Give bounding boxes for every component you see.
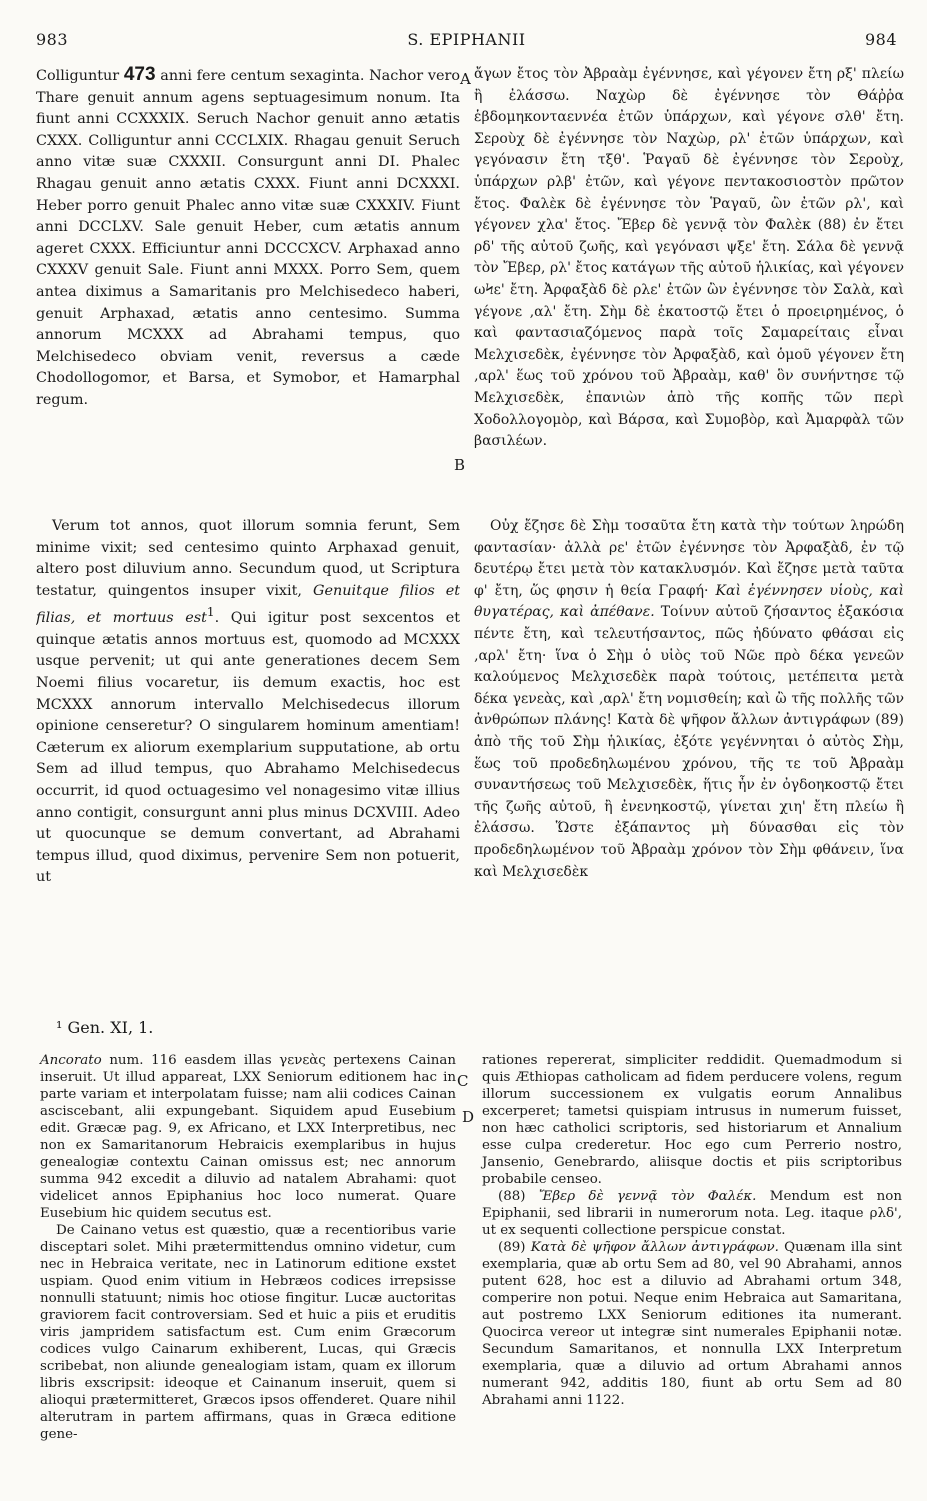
latin-bottom-quote: Genuitque filios et filias, et mortuus est <box>36 582 460 627</box>
note-88-lemma: Ἔβερ δὲ γεννᾷ τὸν Φαλέκ. <box>538 1189 757 1204</box>
note-88-text: Mendum est non Epiphanii, sed librarii in numerorum nota. Leg. itaque ρλδ', ut ex sequenti collectione perspicue constat. <box>482 1189 902 1238</box>
note-89-lemma: Κατὰ δὲ ψῆφον ἄλλων ἀντιγράφων. <box>530 1240 779 1255</box>
note-88-number: (88) <box>498 1189 526 1204</box>
latin-top-pre: Colliguntur <box>36 68 120 84</box>
notes-column-left <box>40 1052 456 1443</box>
section-number: 473 <box>123 64 156 85</box>
latin-bottom-text-before: Verum tot annos, quot illorum somnia ferunt, Sem minime vixit; sed centesimo quinto Arphaxad genuit, altero post diluvium anno. Secundum quod, ut Scriptura testatur, quingentos insuper vixit, <box>36 518 460 599</box>
running-title: S. EPIPHANII <box>407 30 526 49</box>
margin-marker-c: C <box>457 1072 469 1090</box>
margin-marker-b: B <box>454 456 466 474</box>
page-number-right: 984 <box>864 30 897 49</box>
latin-bottom-text-after: . Qui igitur post sexcentos et quinque ætatis annos mortuus est, quomodo ad MCXXX usque pervenit; ut qui ante generationes decem Sem Noemi filius vocaretur, iis demum exactis, hoc est MCXXX annorum intervallo Melchisedecus illorum opinione censeretur? O singularem hominum amentiam! Cæterum ex aliorum exemplarium supputatione, ab ortu Sem ad illud tempus, quo Abrahamo Melchisedecus occurrit, id quod octuagesimo vel nonagesimo vitæ illius anno contigit, consurgunt anni plus minus DCXVIII. Adeo ut quocunque se demum convertant, ad Abrahami tempus illud, quod diximus, pervenire Sem non potuerit, ut <box>36 610 460 886</box>
note-work-title: Ancorato <box>40 1053 102 1068</box>
notes-column-right <box>482 1052 902 1409</box>
page-number-left: 983 <box>36 30 69 49</box>
latin-column-bottom <box>36 516 460 889</box>
latin-column-top <box>36 64 460 412</box>
greek-bottom-text-before: Οὐχ ἔζησε δὲ Σὴμ τοσαῦτα ἔτη κατὰ τὴν τούτων ληρώδη φαντασίαν· ἀλλὰ ρε' ἐτῶν ἐγέννησε τὸν Ἀρφαξὰδ, ἐν τῷ δευτέρῳ ἔτει μετὰ τὸν κατακλυσμόν. Καὶ ἔζησε μετὰ ταῦτα φ' ἔτη, ὥς φησιν ἡ θεία Γραφή· <box>474 518 904 599</box>
margin-marker-d: D <box>462 1108 475 1126</box>
footnote-reference: 1 <box>206 605 215 620</box>
greek-column-bottom <box>474 516 904 883</box>
latin-top-text: anni fere centum sexaginta. Nachor vero Thare genuit annum agens septuagesimum nonum. Ita fiunt anni CCXXXIX. Seruch Nachor genuit anno ætatis CXXX. Colliguntur anni CCCLXIX. Rhagau genuit Seruch anno vitæ suæ CXXXII. Consurgunt anni DI. Phalec Rhagau genuit anno ætatis CXXX. Fiunt anni DCXXXI. Heber porro genuit Phalec anno vitæ suæ CXXXIV. Fiunt anni DCCLXV. Sale genuit Heber, cum ætatis annum ageret CXXX. Efficiuntur anni DCCCXCV. Arphaxad anno CXXXV genuit Sale. Fiunt anni MXXX. Porro Sem, quem antea diximus a Samaritanis pro Melchisedeco haberi, genuit Arphaxad, ætatis anno centesimo. Summa annorum MCXXX ad Abrahami tempus, quo Melchisedeco obviam venit, reversus a cæde Chodollogomor, et Barsa, et Symobor, et Hamarphal regum. <box>36 68 460 408</box>
note-left-paragraph-2: De Cainano vetus est quæstio, quæ a recentioribus varie disceptari solet. Mihi prætermittendus omnino videtur, cum nec in Hebraica veritate, nec in Latinorum editione exstet uspiam. Quod enim vitium in Hebræos codices irrepsisse nonnulli statuunt; nimis hoc otiose fingitur. Lucæ auctoritas graviorem facit controversiam. Sed et huic a piis et eruditis viris jampridem satisfactum est. Cum enim Græcorum codices vulgo Cainarum exhiberent, Lucas, qui Græcis scribebat, non aliunde genealogiam istam, quam ex illorum libris exscripsit: ideoque et Cainanum inseruit, quem si alioqui prætermitteret, Græcos ipsos offenderet. Quare nihil alterutram in partem affirmans, quas in Græca editione gene- <box>40 1223 456 1442</box>
note-right-paragraph-1: rationes repererat, simpliciter reddidit. Quemadmodum si quis Æthiopas catholicam ad fidem perducere volens, regum illorum successionem ex vulgatis eorum Annalibus excerperet; tametsi quispiam intrusus in numerum fuisset, non hæc catholici scriptoris, sed historiarum et Annalium esse culpa crederetur. Hoc ego cum Perrerio nostro, Jansenio, Genebrardo, aliisque doctis et piis scriptoribus probabile censeo. <box>482 1053 902 1187</box>
greek-bottom-text-after: Τοίνυν αὐτοῦ ζήσαντος ἑξακόσια πέντε ἔτη, καὶ τελευτήσαντος, πῶς ἠδύνατο φθάσαι εἰς ‚αρλ' ἔτη· ἵνα ὁ Σὴμ ὁ υἱὸς τοῦ Νῶε πρὸ δέκα γενεῶν καλούμενος Μελχισεδὲκ παρὰ τούτοις, μετέπειτα μετὰ δέκα γενεὰς, καὶ ‚αρλ' ἔτη νομισθείη; καὶ ὢ τῆς πολλῆς τῶν ἀνθρώπων πλάνης! Κατὰ δὲ ψῆφον ἄλλων ἀντιγράφων (89) ἀπὸ τῆς τοῦ Σὴμ ἡλικίας, ἐξότε γεγέννηται ὁ αὐτὸς Σὴμ, ἕως τοῦ προδεδηλωμένου χρόνου, τῆς τε τοῦ Ἀβραὰμ συναντήσεως τοῦ Μελχισεδὲκ, ἥτις ἦν ἐν ὀγδοηκοστῷ ἔτει τῆς ζωῆς αὐτοῦ, ἢ ἐνενηκοστῷ, γίνεται χιη' ἔτη πλείω ἢ ἐλάσσω. Ὥστε ἐξάπαντος μὴ δύνασθαι εἰς τὸν προδεδηλωμένον τοῦ Ἀβραὰμ χρόνον τὸν Σὴμ φθάνειν, ἵνα καὶ Μελχισεδὲκ <box>474 604 904 880</box>
page-header <box>36 30 897 56</box>
footnote: ¹ Gen. XI, 1. <box>56 1018 154 1037</box>
greek-column-top <box>474 64 904 453</box>
greek-top-text: ἄγων ἔτος τὸν Ἀβραὰμ ἐγέννησε, καὶ γέγονεν ἔτη ρξ' πλείω ἢ ἐλάσσω. Ναχὼρ δὲ ἐγέννησε τὸν Θάῤῥα ἑβδομηκονταεννέα ἐτῶν ὑπάρχων, καὶ γέγονε σλθ' ἔτη. Σεροὺχ δὲ ἐγέννησε τὸν Ναχὼρ, ρλ' ἐτῶν ὑπάρχων, καὶ γεγόνασιν ἔτη τξθ'. Ῥαγαῦ δὲ ἐγέννησε τὸν Σεροὺχ, ὑπάρχων ρλβ' ἐτῶν, καὶ γέγονε πεντακοσιοστὸν πρῶτον ἔτος. Φαλὲκ δὲ ἐγέννησε τὸν Ῥαγαῦ, ὢν ἐτῶν ρλ', καὶ γέγονεν χλα' ἔτος. Ἔβερ δὲ γεννᾷ τὸν Φαλὲκ (88) ἐν ἔτει ρδ' τῆς αὐτοῦ ζωῆς, καὶ γεγόνασι ψξε' ἔτη. Σάλα δὲ γεννᾷ τὸν Ἔβερ, ρλ' ἔτος κατάγων τῆς αὐτοῦ ἡλικίας, καὶ γέγονεν ωϞε' ἔτη. Ἀρφαξὰδ δὲ ρλε' ἐτῶν ὢν ἐγέννησε τὸν Σαλὰ, καὶ γέγονε ‚αλ' ἔτη. Σὴμ δὲ ἑκατοστῷ ἔτει ὁ προειρημένος, ὁ καὶ φαντασιαζόμενος παρὰ τοῖς Σαμαρείταις εἶναι Μελχισεδὲκ, ἐγέννησε τὸν Ἀρφαξὰδ, καὶ ὁμοῦ γέγονεν ἔτη ‚αρλ' ἕως τοῦ χρόνου τοῦ Ἀβραὰμ, καθ' ὃν συνήντησε τῷ Μελχισεδὲκ, ἐπανιὼν ἀπὸ τῆς κοπῆς τῶν περὶ Χοδολλογομὸρ, καὶ Βάρσα, καὶ Συμοβὸρ, καὶ Ἀμαρφὰλ τῶν βασιλέων. <box>474 66 904 450</box>
greek-bottom-quote: Καὶ ἐγέννησεν υἱοὺς, καὶ θυγατέρας, καὶ ἀπέθανε. <box>474 582 904 621</box>
note-left-paragraph-1: num. 116 easdem illas γενεὰς pertexens Cainan inseruit. Ut illud appareat, LXX Seniorum editionem hac in parte variam et interpolatam fuisse; nam alii codices Cainan asciscebant, alii expungebant. Siquidem apud Eusebium edit. Græcæ pag. 9, ex Africano, et LXX Interpretibus, nec non ex Samaritanorum Hebraicis exemplaribus in hujus genealogiæ contextu Cainan omissus est; nec annorum summa 942 excedit a diluvio ad natalem Abrahami: quot videlicet annos Epiphanius hoc loco numerat. Quare Eusebium hic quidem secutus est. <box>40 1053 456 1221</box>
margin-marker-a: A <box>460 70 471 88</box>
note-89-text: Quænam illa sint exemplaria, quæ ab ortu Sem ad 80, vel 90 Abrahami, annos putent 628, hoc est a diluvio ad Abrahami ortum 348, comperire non potui. Neque enim Hebraica aut Samaritana, aut postremo LXX Seniorum editiones ita numerant. Quocirca vereor ut integræ sint numerales Epiphanii notæ. Secundum Samaritanos, et nonnulla LXX Interpretum exemplaria, quæ a diluvio ad ortum Abrahami annos numerant 942, additis 180, fiunt ab ortu Sem ad 80 Abrahami anni 1122. <box>482 1240 902 1408</box>
note-89-number: (89) <box>498 1240 526 1255</box>
